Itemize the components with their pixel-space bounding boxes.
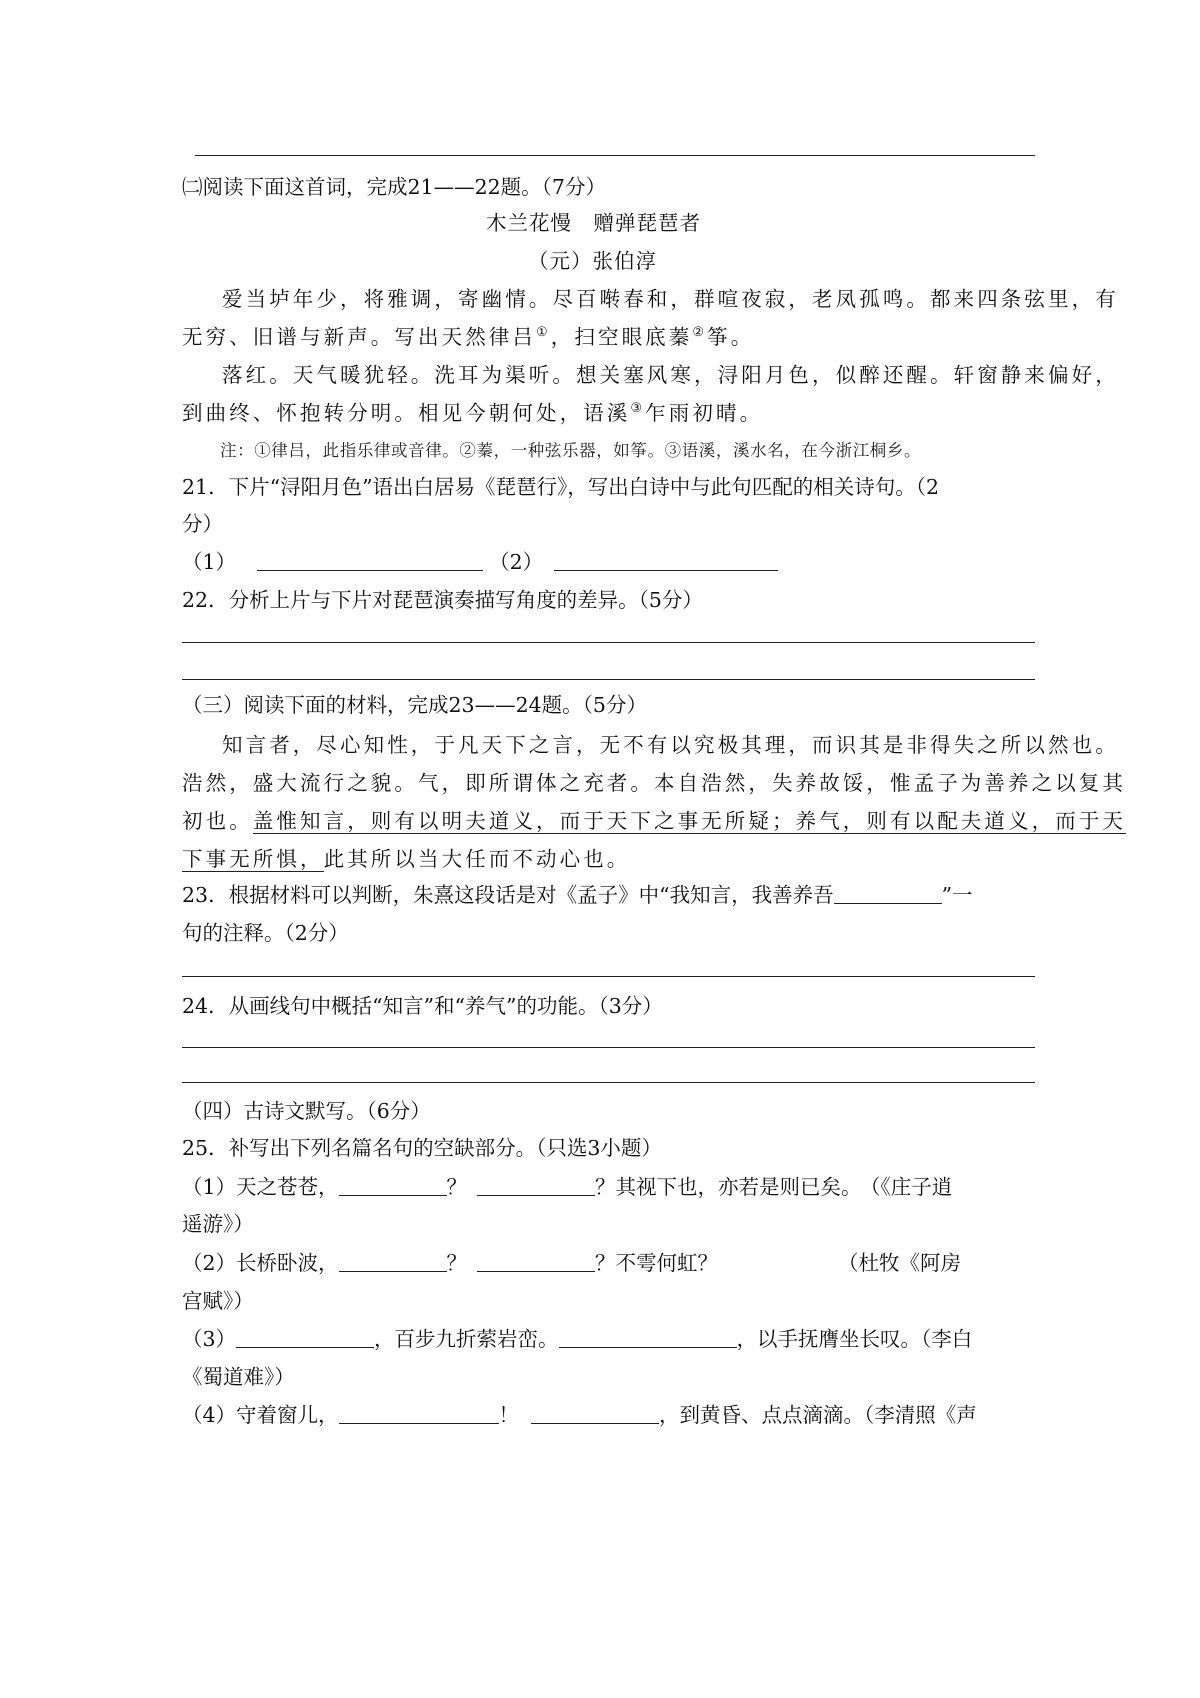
recite-item-1-source: （《庄子逍 — [860, 1175, 953, 1199]
answer-blank-25-3a[interactable] — [236, 1327, 374, 1348]
poem-line: 无穷、旧谱与新声。写出天然律吕①，扫空眼底蓁②筝。 — [182, 325, 755, 349]
poem-author: （元）张伯淳 — [528, 249, 657, 273]
answer-blank-25-2a[interactable] — [339, 1251, 447, 1272]
answer-blank-23[interactable] — [834, 883, 942, 904]
recite-item-2: （2）长桥卧波， ？ ？不雩何虹？ — [182, 1251, 719, 1275]
footnote-mark: ③ — [630, 401, 646, 417]
answer-blank-25-4b[interactable] — [531, 1403, 659, 1424]
recite-item-2-source: （杜牧《阿房 — [838, 1251, 961, 1275]
question-21-answers: （1） （2） — [182, 548, 778, 576]
underlined-sentence: 盖惟知言，则有以明夫道义，而于天下之事无所疑；养气，则有以配夫道义，而于天 — [252, 809, 1127, 833]
answer-blank-25-1b[interactable] — [477, 1175, 595, 1196]
answer-line-24-1[interactable] — [182, 1047, 1035, 1048]
top-divider — [195, 155, 1035, 156]
answer-blank-21-1[interactable] — [257, 550, 483, 571]
question-25: 25．补写出下列名篇名句的空缺部分。（只选3小题） — [182, 1136, 662, 1160]
passage-line: 知言者，尽心知性，于凡天下之言，无不有以究极其理，而识其是非得失之所以然也。 — [222, 733, 1119, 757]
recite-item-3-source: 《蜀道难》） — [182, 1365, 295, 1389]
question-21-cont: 分） — [182, 512, 223, 536]
question-23-cont: 句的注释。（2分） — [182, 921, 349, 945]
section2-header: ㈡阅读下面这首词，完成21——22题。（7分） — [182, 175, 606, 199]
answer-blank-25-4a[interactable] — [339, 1403, 499, 1424]
question-24: 24．从画线句中概括“知言”和“养气”的功能。（3分） — [182, 994, 663, 1018]
footnote-mark: ① — [536, 325, 551, 341]
poem-notes: 注：①律吕，此指乐律或音律。②蓁，一种弦乐器，如筝。③语溪，溪水名，在今浙江桐乡。 — [220, 441, 922, 460]
answer-line-24-2[interactable] — [182, 1082, 1035, 1083]
underlined-sentence: 下事无所惧， — [182, 847, 324, 871]
recite-item-2-source-cont: 宫赋》） — [182, 1289, 254, 1313]
passage-line: 下事无所惧，此其所以当大任而不动心也。 — [182, 847, 631, 871]
answer-blank-25-2b[interactable] — [477, 1251, 595, 1272]
poem-line: 落红。天气暖犹轻。洗耳为渠听。想关塞风寒，浔阳月色，似醉还醒。轩窗静来偏好， — [222, 363, 1119, 387]
section4-header: （四）古诗文默写。（6分） — [182, 1099, 431, 1123]
section3-header: （三）阅读下面的材料，完成23——24题。（5分） — [182, 693, 647, 717]
answer-blank-25-1a[interactable] — [339, 1175, 447, 1196]
poem-title: 木兰花慢 赠弹琵琶者 — [486, 211, 701, 235]
recite-item-1-source-cont: 遥游》） — [182, 1212, 254, 1236]
footnote-mark: ② — [692, 325, 708, 341]
answer-blank-25-3b[interactable] — [559, 1327, 737, 1348]
question-23: 23．根据材料可以判断，朱熹这段话是对《孟子》中“我知言，我善养吾 ”一 — [182, 883, 973, 907]
question-22: 22．分析上片与下片对琵琶演奏描写角度的差异。（5分） — [182, 588, 703, 612]
answer-blank-21-2[interactable] — [554, 550, 778, 571]
answer-line-22-1[interactable] — [182, 642, 1035, 643]
recite-item-4: （4）守着窗儿， ！ ，到黄昏、点点滴滴。（李清照《声 — [182, 1403, 977, 1427]
recite-item-3: （3） ，百步九折萦岩峦。 ，以手抚膺坐长叹。（李白 — [182, 1327, 973, 1351]
poem-line: 爱当垆年少，将雅调，寄幽情。尽百啭春和，群喧夜寂，老凤孤鸣。都来四条弦里，有 — [222, 287, 1119, 311]
question-21: 21．下片“浔阳月色”语出白居易《琵琶行》，写出白诗中与此句匹配的相关诗句。（2 — [182, 475, 940, 499]
answer-line-23[interactable] — [182, 976, 1035, 977]
poem-line: 到曲终、怀抱转分明。相见今朝何处，语溪③乍雨初晴。 — [182, 401, 764, 425]
passage-line: 初也。盖惟知言，则有以明夫道义，而于天下之事无所疑；养气，则有以配夫道义，而于天 — [182, 809, 1127, 833]
recite-item-1: （1）天之苍苍， ？ ？其视下也，亦若是则已矣。 — [182, 1175, 862, 1199]
answer-line-22-2[interactable] — [182, 679, 1035, 680]
passage-line: 浩然，盛大流行之貌。气，即所谓体之充者。本自浩然，失养故馁，惟孟子为善养之以复其 — [182, 771, 1126, 795]
